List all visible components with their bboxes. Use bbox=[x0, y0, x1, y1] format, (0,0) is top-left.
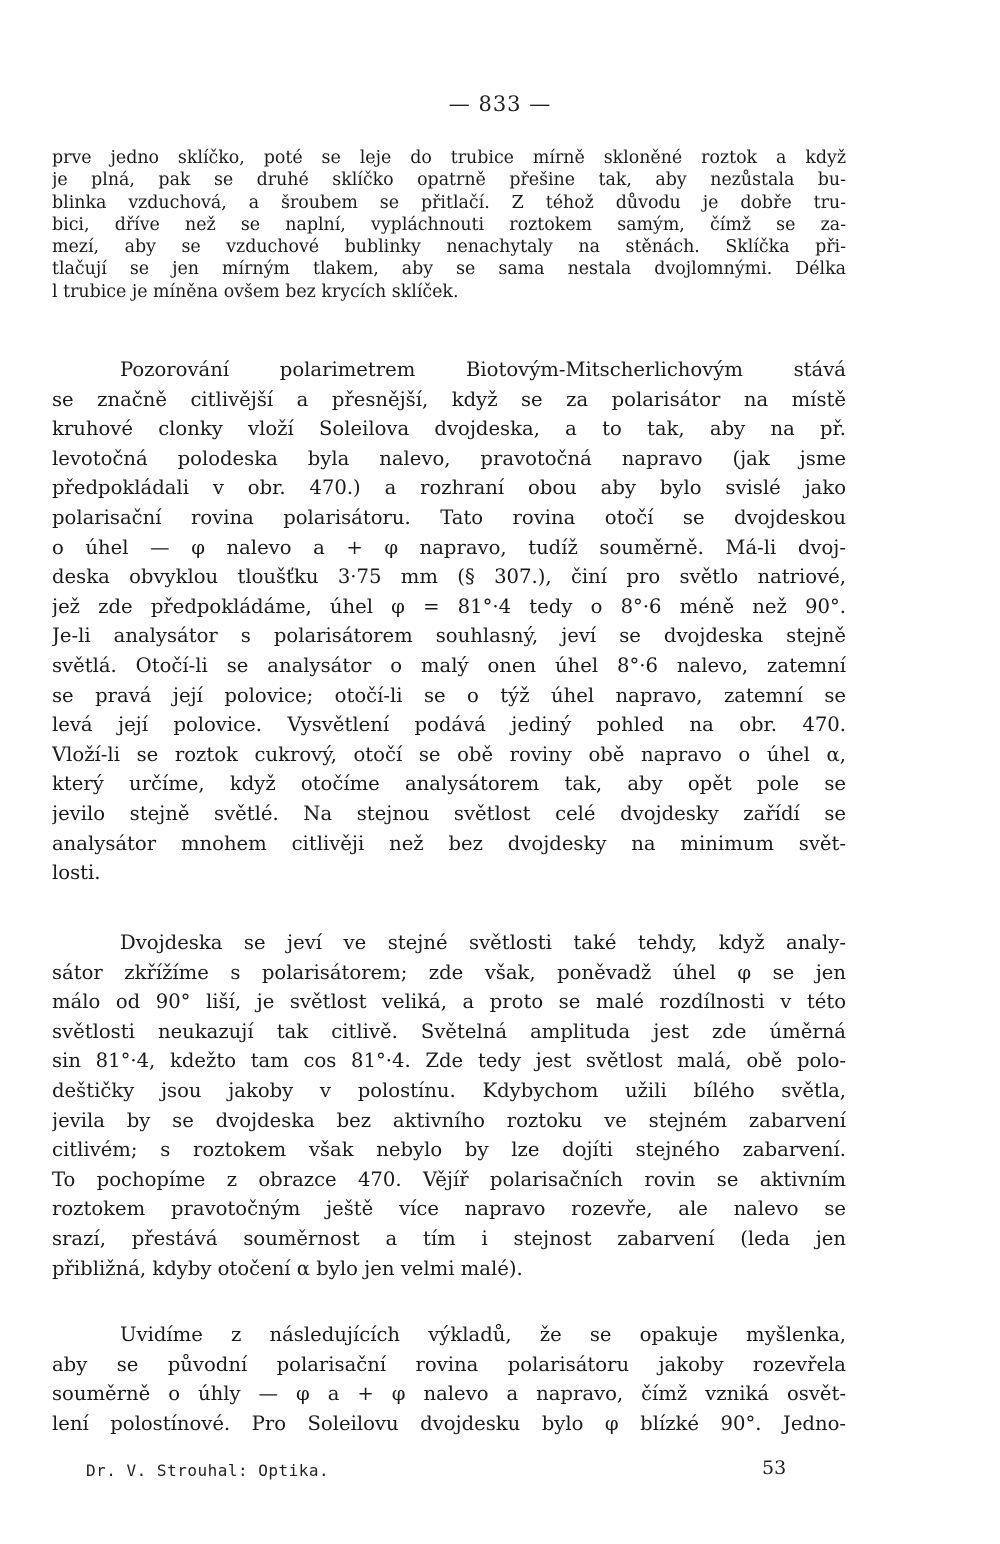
text-line: který určíme, když otočíme analysátorem tak, aby opět pole se bbox=[52, 772, 846, 796]
text-line: mezí, aby se vzduchové bublinky nenachytaly na stěnách. Sklíčka při- bbox=[52, 237, 846, 258]
text-line: l trubice je míněna ovšem bez krycích sklíček. bbox=[52, 281, 459, 302]
text-line: předpokládali v obr. 470.) a rozhraní obou aby bylo svislé jako bbox=[52, 476, 846, 500]
text-line: kruhové clonky vloží Soleilova dvojdeska, a to tak, aby na př. bbox=[52, 417, 846, 441]
text-line: jevilo stejně světlé. Na stejnou světlost celé dvojdesky zařídí se bbox=[52, 801, 846, 825]
text-line: To pochopíme z obrazce 470. Vějíř polarisačních rovin se aktivním bbox=[52, 1167, 846, 1191]
text-line: blinka vzduchová, a šroubem se přitlačí. Z téhož důvodu je dobře tru- bbox=[52, 192, 846, 213]
text-line: Dvojdeska se jeví ve stejné světlosti také tehdy, když analy- bbox=[120, 931, 846, 954]
text-line: aby se původní polarisační rovina polarisátoru jakoby rozevřela bbox=[52, 1352, 846, 1376]
footer-author: Dr. V. Strouhal: Optika. bbox=[86, 1461, 330, 1480]
text-line: lení polostínové. Pro Soleilovu dvojdesku bylo φ blízké 90°. Jedno- bbox=[52, 1411, 846, 1435]
text-line: roztokem pravotočným ještě více napravo rozevře, ale nalevo se bbox=[52, 1197, 846, 1221]
text-line: světlá. Otočí-li se analysátor o malý onen úhel 8°·6 nalevo, zatemní bbox=[52, 653, 846, 677]
text-line: málo od 90° liší, je světlost veliká, a proto se malé rozdílnosti v této bbox=[52, 990, 846, 1014]
text-line: Pozorování polarimetrem Biotovým-Mitscherlichovým stává bbox=[120, 358, 846, 381]
text-line: levá její polovice. Vysvětlení podává jediný pohled na obr. 470. bbox=[52, 713, 846, 737]
text-line: srazí, přestává souměrnost a tím i stejnost zabarvení (leda jen bbox=[52, 1226, 846, 1250]
text-line: Vloží-li se roztok cukrový, otočí se obě roviny obě napravo o úhel α, bbox=[52, 742, 846, 766]
text-line: prve jedno sklíčko, poté se leje do trubice mírně skloněné roztok a když bbox=[52, 148, 846, 168]
paragraph-2 bbox=[52, 355, 846, 888]
text-line: losti. bbox=[52, 861, 101, 885]
paragraph-3 bbox=[52, 928, 846, 1283]
paragraph-1 bbox=[52, 147, 846, 303]
text-line: citlivém; s roztokem však nebylo by lze dojíti stejného zabarvení. bbox=[52, 1138, 846, 1162]
text-line: jež zde předpokládáme, úhel φ = 81°·4 tedy o 8°·6 méně než 90°. bbox=[52, 594, 846, 618]
text-line: se značně citlivější a přesnější, když se za polarisátor na místě bbox=[52, 387, 846, 411]
text-line: přibližná, kdyby otočení α bylo jen velmi malé). bbox=[52, 1256, 523, 1280]
page-number: — 833 — bbox=[448, 92, 552, 116]
text-line: tlačují se jen mírným tlakem, aby se sama nestala dvojlomnými. Délka bbox=[52, 259, 846, 280]
text-line: Uvidíme z následujících výkladů, že se opakuje myšlenka, bbox=[120, 1323, 846, 1346]
text-line: jevila by se dvojdeska bez aktivního roztoku ve stejném zabarvení bbox=[52, 1108, 846, 1132]
text-line: o úhel — φ nalevo a + φ napravo, tudíž souměrně. Má-li dvoj- bbox=[52, 535, 846, 559]
text-line: deska obvyklou tloušťku 3·75 mm (§ 307.), činí pro světlo natriové, bbox=[52, 565, 846, 589]
text-line: sátor zkřížíme s polarisátorem; zde však, poněvadž úhel φ se jen bbox=[52, 960, 846, 984]
paragraph-4 bbox=[52, 1320, 846, 1438]
text-line: se pravá její polovice; otočí-li se o týž úhel napravo, zatemní se bbox=[52, 683, 846, 707]
text-line: sin 81°·4, kdežto tam cos 81°·4. Zde tedy jest světlost malá, obě polo- bbox=[52, 1049, 846, 1073]
footer-sheet-number: 53 bbox=[762, 1457, 787, 1479]
text-line: levotočná polodeska byla nalevo, pravotočná napravo (jak jsme bbox=[52, 446, 846, 470]
text-line: deštičky jsou jakoby v polostínu. Kdybychom užili bílého světla, bbox=[52, 1078, 846, 1102]
text-line: světlosti neukazují tak citlivě. Světelná amplituda jest zde úměrná bbox=[52, 1019, 846, 1043]
text-line: Je-li analysátor s polarisátorem souhlasný, jeví se dvojdeska stejně bbox=[52, 624, 846, 648]
text-line: polarisační rovina polarisátoru. Tato rovina otočí se dvojdeskou bbox=[52, 505, 846, 529]
text-line: souměrně o úhly — φ a + φ nalevo a napravo, čímž vzniká osvět- bbox=[52, 1382, 846, 1406]
text-line: analysátor mnohem citlivěji než bez dvojdesky na minimum svět- bbox=[52, 831, 846, 855]
text-line: je plná, pak se druhé sklíčko opatrně přešine tak, aby nezůstala bu- bbox=[52, 170, 846, 191]
text-line: bici, dříve než se naplní, vypláchnouti roztokem samým, čímž se za- bbox=[52, 214, 846, 235]
